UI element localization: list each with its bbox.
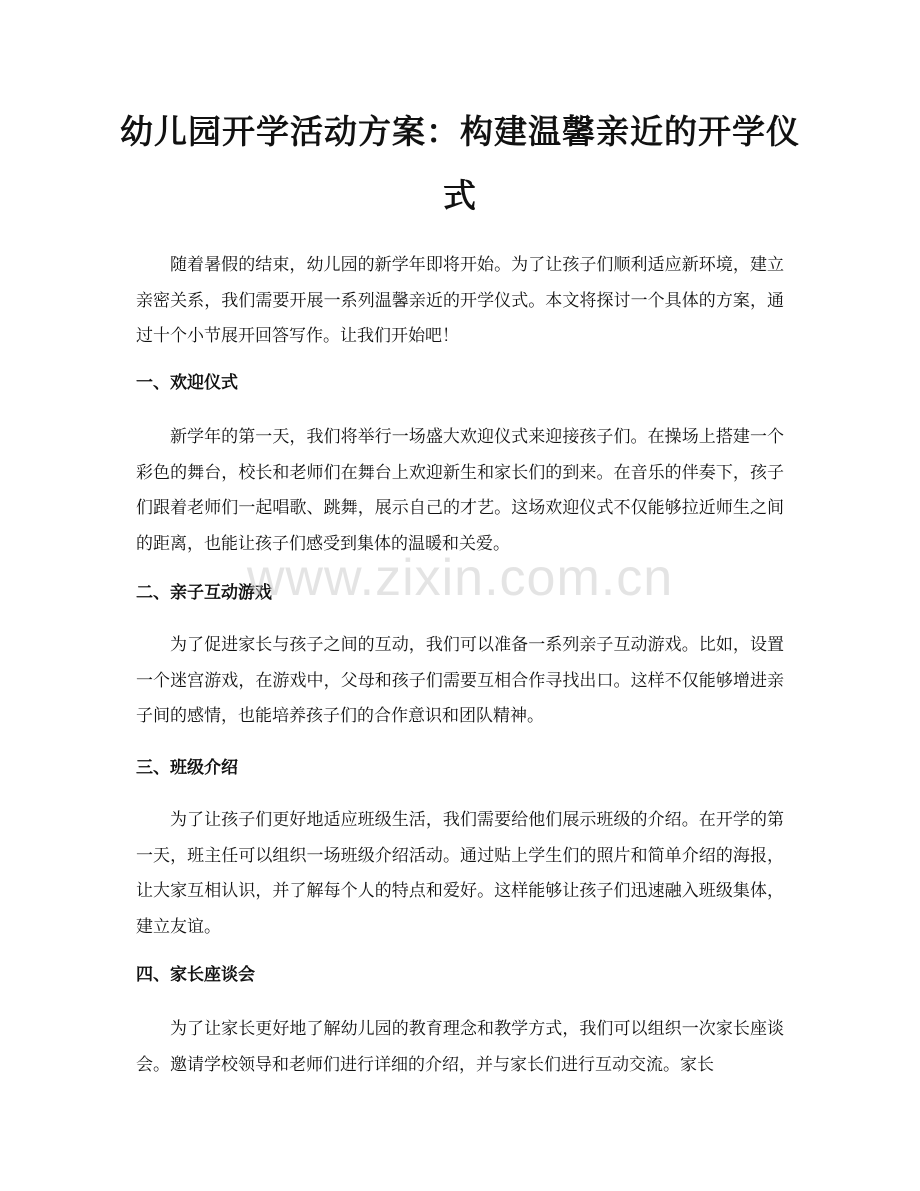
- section-body-class-intro: 为了让孩子们更好地适应班级生活，我们需要给他们展示班级的介绍。在开学的第一天，班主任可以组织一场班级介绍活动。通过贴上学生们的照片和简单介绍的海报，让大家互相认识，并了解每个人的特点和爱好。这样能够让孩子们迅速融入班级集体，建立友谊。: [136, 810, 784, 937]
- section-heading-parent-child-games: 二、亲子互动游戏: [136, 583, 272, 603]
- section-body-welcome: 新学年的第一天，我们将举行一场盛大欢迎仪式来迎接孩子们。在操场上搭建一个彩色的舞台，校长和老师们在舞台上欢迎新生和家长们的到来。在音乐的伴奏下，孩子们跟着老师们一起唱歌、跳舞，展示自己的才艺。这场欢迎仪式不仅能够拉近师生之间的距离，也能让孩子们感受到集体的温暖和关爱。: [136, 427, 784, 554]
- document-title: 幼儿园开学活动方案：构建温馨亲近的开学仪式: [120, 112, 800, 215]
- section-body-parent-child-games: 为了促进家长与孩子之间的互动，我们可以准备一系列亲子互动游戏。比如，设置一个迷宫游戏，在游戏中，父母和孩子们需要互相合作寻找出口。这样不仅能够增进亲子间的感情，也能培养孩子们的合作意识和团队精神。: [136, 635, 784, 726]
- section-heading-class-intro: 三、班级介绍: [136, 758, 238, 778]
- section-heading-parent-meeting: 四、家长座谈会: [136, 965, 255, 985]
- section-body-parent-meeting: 为了让家长更好地了解幼儿园的教育理念和教学方式，我们可以组织一次家长座谈会。邀请学校领导和老师们进行详细的介绍，并与家长们进行互动交流。家长: [136, 1019, 784, 1075]
- watermark-text: www.zixin.com.cn: [246, 549, 674, 607]
- section-heading-welcome: 一、欢迎仪式: [136, 373, 238, 393]
- intro-paragraph: 随着暑假的结束，幼儿园的新学年即将开始。为了让孩子们顺利适应新环境，建立亲密关系，我们需要开展一系列温馨亲近的开学仪式。本文将探讨一个具体的方案，通过十个小节展开回答写作。让我们开始吧！: [136, 255, 784, 346]
